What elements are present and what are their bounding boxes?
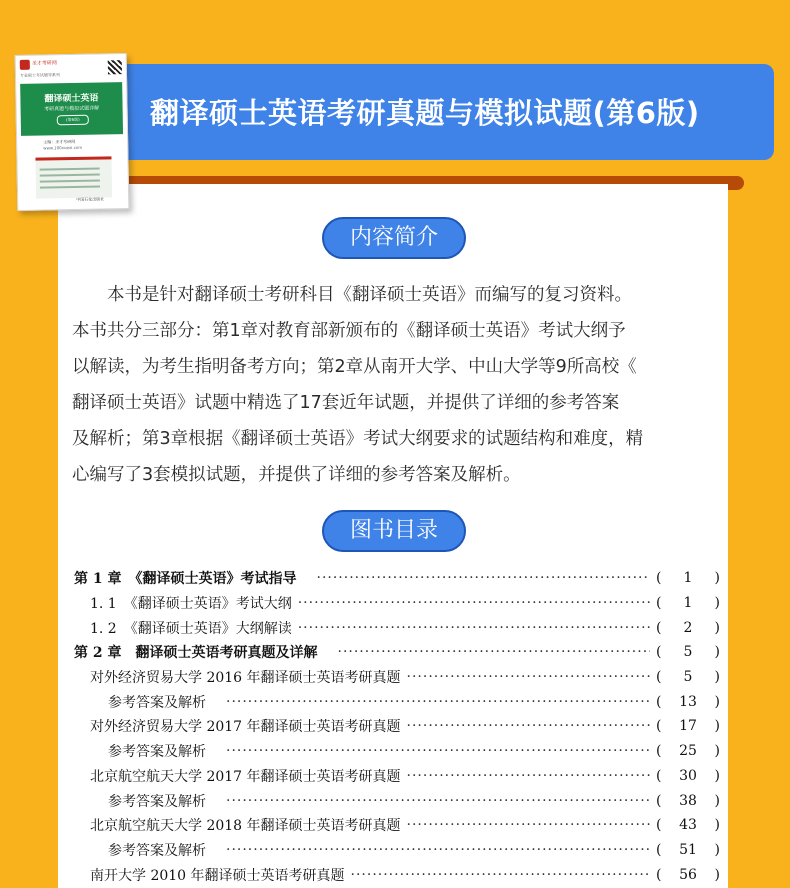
book-cover (15, 53, 130, 211)
toc-leader-dots (298, 595, 650, 611)
toc-page-number: ( 2 ) (656, 619, 720, 636)
toc-entry-row (74, 615, 720, 640)
book-cover-series: 专业硕士考试辅导系列 (19, 72, 61, 78)
toc-entry-label: 第 1 章 《翻译硕士英语》考试指导 (74, 571, 297, 588)
toc-leader-dots (407, 768, 650, 784)
book-cover-author: 主编：圣才考研网 (43, 138, 76, 145)
toc-entry-row (74, 862, 720, 887)
toc-entry-label: 对外经济贸易大学 2016 年翻译硕士英语考研真题 (90, 670, 401, 687)
toc-entry-label: 北京航空航天大学 2018 年翻译硕士英语考研真题 (90, 818, 401, 835)
toc-page-number: ( 17 ) (656, 718, 720, 735)
toc-page-number: ( 30 ) (656, 767, 720, 784)
intro-paragraph (72, 277, 720, 493)
book-cover-feature-box (35, 156, 112, 198)
toc-leader-dots (407, 718, 650, 734)
book-cover-publisher: 中国石化出版社 (76, 196, 105, 202)
toc-leader-dots (407, 669, 650, 685)
toc-entry-row (74, 665, 720, 690)
toc-entry-row (74, 689, 720, 714)
book-cover-band (20, 82, 123, 136)
intro-line: 心编写了3套模拟试题，并提供了详细的参考答案及解析。 (72, 465, 521, 485)
toc-leader-dots (226, 694, 650, 710)
toc-page-value: 1 (683, 570, 693, 587)
toc-leader-dots (226, 743, 650, 759)
toc-entry-label: 参考答案及解析 (108, 793, 206, 810)
toc-entry-row (74, 714, 720, 739)
intro-line: 本书共分三部分：第1章对教育部新颁布的《翻译硕士英语》考试大纲予 (72, 321, 626, 341)
toc-page-value: 2 (683, 619, 693, 636)
publisher-logo-icon (20, 60, 30, 70)
toc-entry-label: 1. 2 《翻译硕士英语》大纲解读 (90, 620, 292, 637)
toc-page-number: ( 51 ) (656, 841, 720, 858)
intro-heading: 内容简介 (322, 217, 466, 259)
toc-entry-row (74, 591, 720, 616)
toc-chapter-row (74, 640, 720, 665)
toc-page-value: 1 (683, 595, 693, 612)
qr-code-icon (108, 60, 122, 74)
toc-entry-label: 北京航空航天大学 2017 年翻译硕士英语考研真题 (90, 768, 401, 785)
book-cover-url: www.100xuexi.com (43, 144, 83, 151)
toc-entry-label: 第 2 章 翻译硕士英语考研真题及详解 (74, 645, 318, 662)
toc-page-value: 5 (683, 669, 693, 686)
toc-entry-label: 参考答案及解析 (108, 694, 206, 711)
toc-page-value: 30 (679, 767, 697, 784)
intro-line: 以解读，为考生指明备考方向；第2章从南开大学、中山大学等9所高校《 (72, 357, 637, 377)
book-cover-brand: 圣才考研网 (31, 60, 57, 67)
intro-line: 及解析；第3章根据《翻译硕士英语》考试大纲要求的试题结构和难度，精 (72, 429, 644, 449)
toc-page-number: ( 13 ) (656, 693, 720, 710)
toc-entry-row (74, 764, 720, 789)
toc-page-number: ( 25 ) (656, 743, 720, 760)
toc-page-value: 51 (679, 841, 697, 858)
toc-entry-row (74, 788, 720, 813)
toc-leader-dots (298, 620, 650, 636)
toc-entry-label: 参考答案及解析 (108, 744, 206, 761)
page-title: 翻译硕士英语考研真题与模拟试题(第6版) (150, 96, 700, 130)
toc-leader-dots (226, 793, 650, 809)
intro-line: 本书是针对翻译硕士考研科目《翻译硕士英语》而编写的复习资料。 (107, 285, 632, 305)
toc-chapter-row (74, 566, 720, 591)
toc-page-value: 17 (679, 718, 697, 735)
toc-leader-dots (338, 644, 651, 660)
toc-page-value: 38 (679, 792, 697, 809)
toc-entry-label: 对外经济贸易大学 2017 年翻译硕士英语考研真题 (90, 719, 401, 736)
toc-entry-label: 1. 1 《翻译硕士英语》考试大纲 (90, 596, 292, 613)
table-of-contents (74, 566, 720, 887)
toc-heading: 图书目录 (322, 510, 466, 552)
toc-page-number: ( 38 ) (656, 792, 720, 809)
toc-page-value: 56 (679, 866, 697, 883)
toc-entry-row (74, 813, 720, 838)
toc-leader-dots (226, 842, 650, 858)
toc-page-value: 5 (683, 644, 693, 661)
toc-page-number: ( 1 ) (656, 570, 720, 587)
toc-page-number: ( 5 ) (656, 669, 720, 686)
toc-leader-dots (351, 867, 650, 883)
toc-page-number: ( 43 ) (656, 817, 720, 834)
toc-page-number: ( 5 ) (656, 644, 720, 661)
toc-entry-row (74, 739, 720, 764)
toc-leader-dots (317, 570, 651, 586)
toc-page-number: ( 1 ) (656, 595, 720, 612)
toc-leader-dots (407, 817, 650, 833)
intro-line: 翻译硕士英语》试题中精选了17套近年试题，并提供了详细的参考答案 (72, 393, 620, 413)
toc-entry-row (74, 838, 720, 863)
book-cover-subtitle: 考研真题与模拟试题详解 (44, 105, 100, 113)
toc-page-number: ( 56 ) (656, 866, 720, 883)
toc-page-value: 25 (679, 743, 697, 760)
book-cover-edition: (第6版) (57, 115, 89, 126)
toc-page-value: 13 (679, 693, 697, 710)
book-cover-header (20, 58, 122, 82)
toc-entry-label: 南开大学 2010 年翻译硕士英语考研真题 (90, 867, 345, 884)
toc-page-value: 43 (679, 817, 697, 834)
book-cover-title: 翻译硕士英语 (44, 93, 99, 105)
toc-entry-label: 参考答案及解析 (108, 842, 206, 859)
